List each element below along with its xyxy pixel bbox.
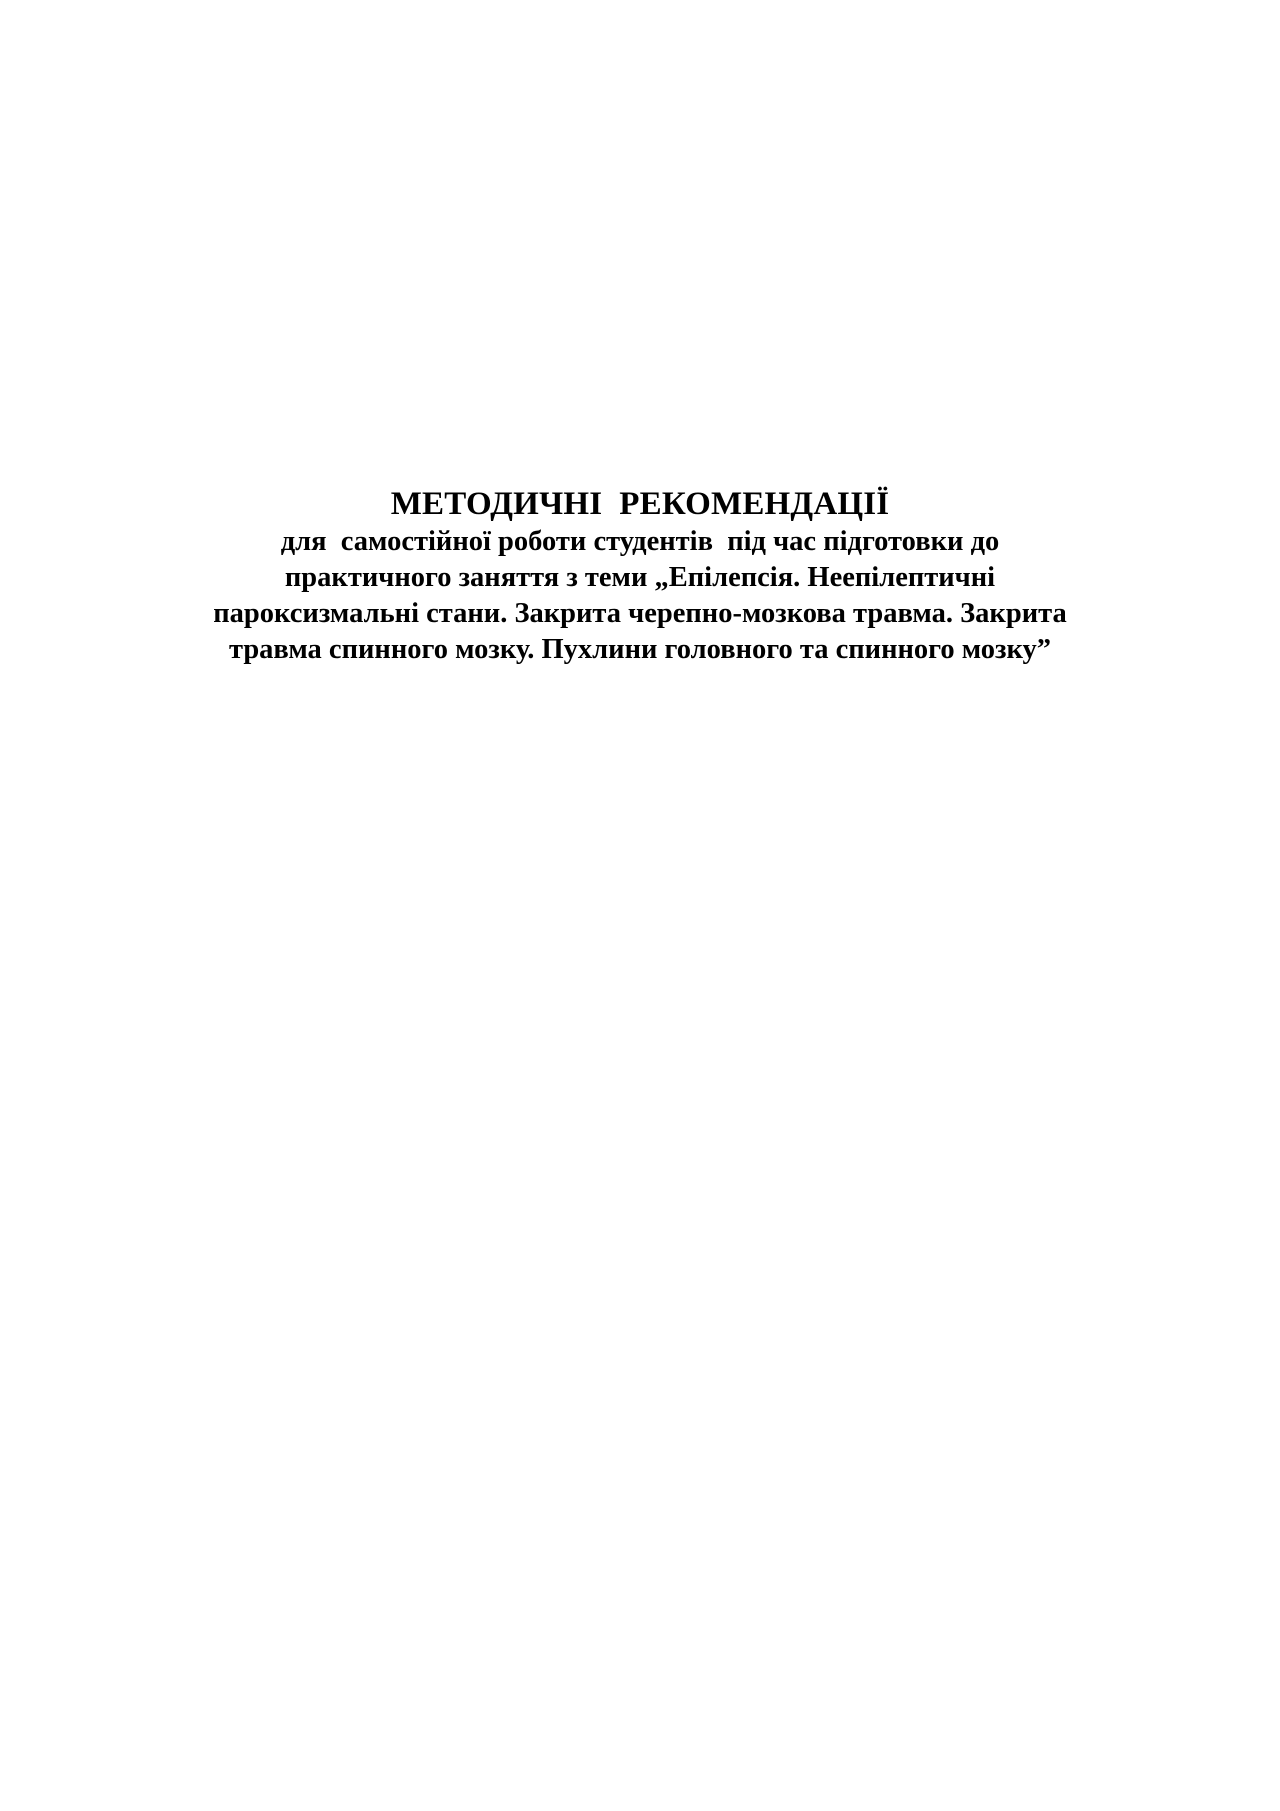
subtitle-line-3: пароксизмальні стани. Закрита черепно-мозкова травма. Закрита <box>213 598 1067 629</box>
subtitle-line-1: для самостійної роботи студентів під час підготовки до <box>280 526 1000 557</box>
document-title: МЕТОДИЧНІ РЕКОМЕНДАЦІЇ <box>390 486 890 522</box>
subtitle-line-4: травма спинного мозку. Пухлини головного та спинного мозку” <box>228 634 1052 665</box>
subtitle-line-2: практичного заняття з теми „Епілепсія. Неепілептичні <box>284 562 996 593</box>
document-subtitle <box>0 524 1280 668</box>
title-block <box>0 484 1280 668</box>
